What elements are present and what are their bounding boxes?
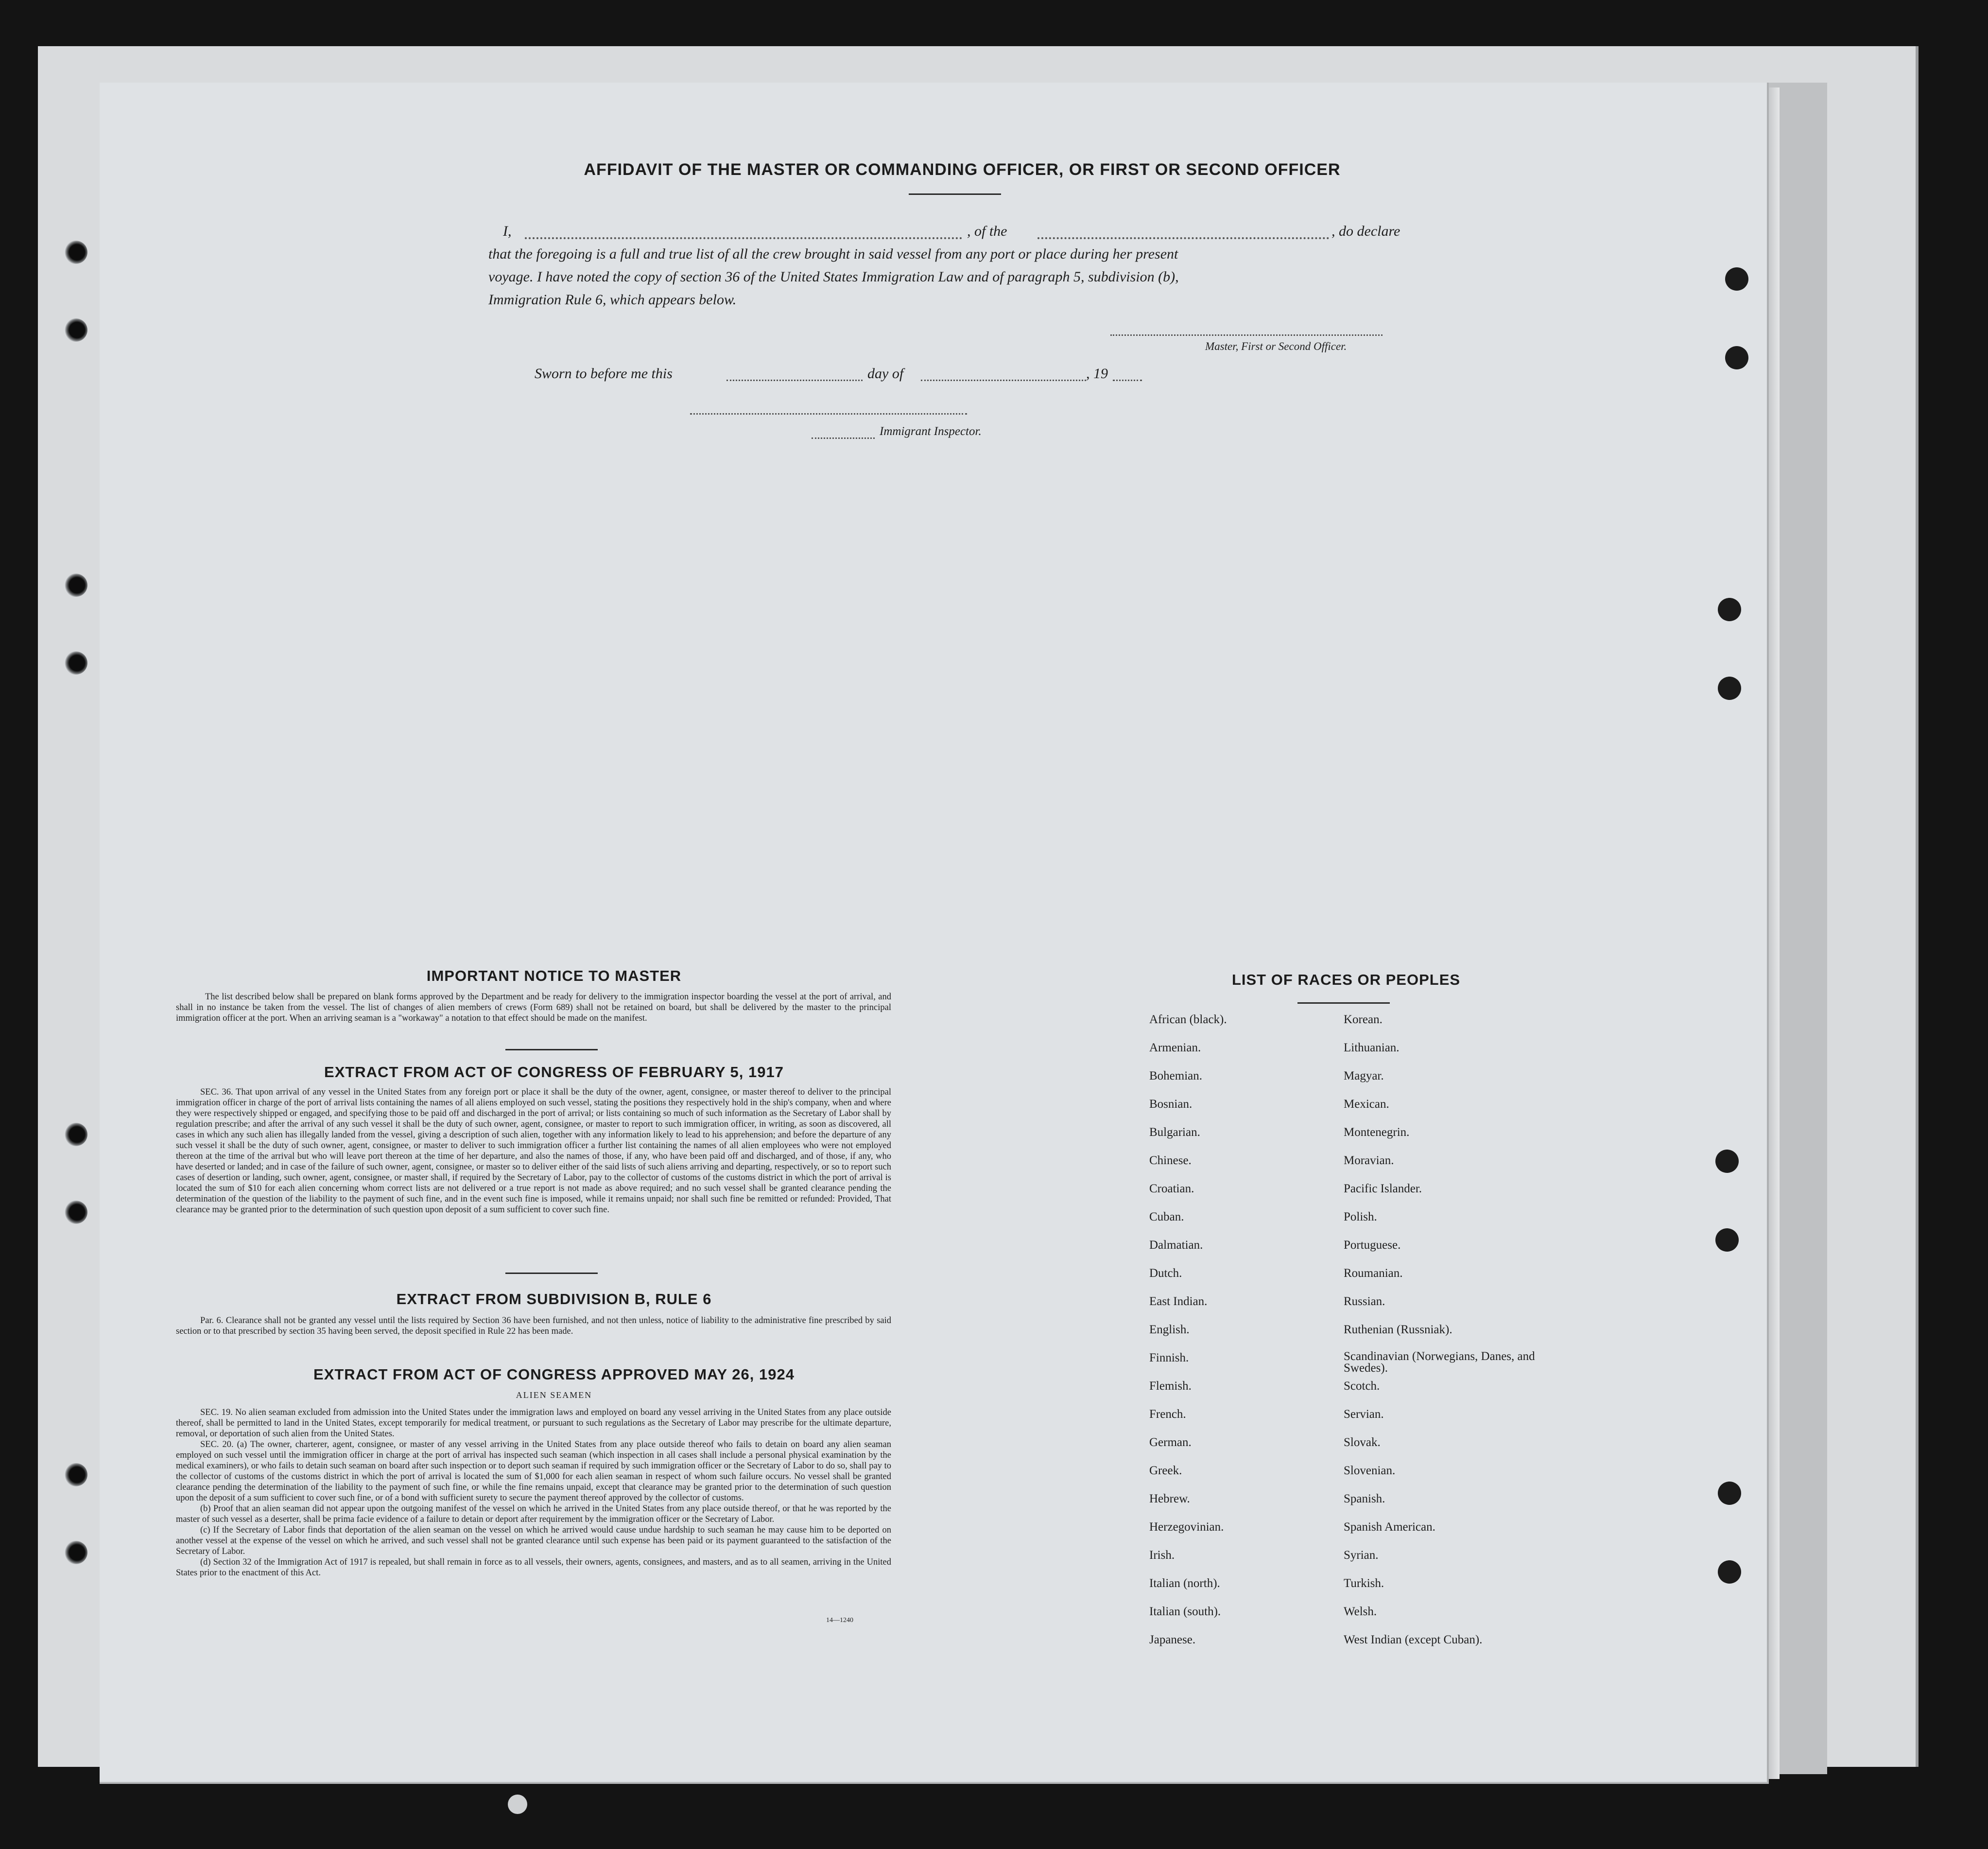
race-item: Bohemian. <box>1149 1069 1203 1082</box>
extract-rule6-title: EXTRACT FROM SUBDIVISION B, RULE 6 <box>396 1291 712 1308</box>
race-item: Roumanian. <box>1344 1267 1403 1280</box>
declaration-line-4: Immigration Rule 6, which appears below. <box>488 292 737 308</box>
sworn-prefix: Sworn to before me this <box>535 366 673 382</box>
day-blank <box>726 380 863 381</box>
race-item: Italian (north). <box>1149 1577 1220 1590</box>
race-item: Scandinavian (Norwegians, Danes, and Swedes). <box>1344 1350 1535 1375</box>
race-item: Slovak. <box>1344 1436 1381 1449</box>
declaration-prefix: I, <box>503 223 512 239</box>
race-item: Korean. <box>1344 1013 1383 1026</box>
race-item: Croatian. <box>1149 1182 1194 1195</box>
binder-hole <box>1725 346 1748 369</box>
sec-20c: (c) If the Secretary of Labor finds that deportation of the alien seaman on the vessel on which he arrived would cause undue hardship to such seaman he may cause him to be deported on another vessel at the expense of the vessel on which he arrived, and such vessel shall not be granted clearance until such expense has been paid or its payment guaranteed to the satisfaction of the Secretary of Labor. <box>176 1525 891 1556</box>
binder-hole <box>1718 598 1741 621</box>
binder-hole <box>1725 267 1748 291</box>
race-item: Russian. <box>1344 1295 1385 1308</box>
race-item: Armenian. <box>1149 1041 1201 1054</box>
race-item: West Indian (except Cuban). <box>1344 1633 1483 1646</box>
extract-1924-body <box>176 1407 891 1578</box>
month-blank <box>921 380 1086 381</box>
extract-1924-title: EXTRACT FROM ACT OF CONGRESS APPROVED MAY 26, 1924 <box>313 1366 795 1383</box>
divider <box>505 1273 598 1274</box>
name-blank <box>525 237 962 239</box>
sec-20a: SEC. 20. (a) The owner, charterer, agent, consignee, or master of any vessel arriving in the United States from any place outside thereof who fails to detain on board any alien seaman employed on such vessel until the immigration officer in charge at the port of arrival has inspected such seaman (which inspection in all cases shall include a personal physical examination by the medical examiners), or who fails to detain such seaman on board after such inspection or to deport such seaman if required by such immigration officer or the Secretary of Labor to do so, shall pay to the collector of customs of the customs district in which the port of arrival is located the sum of $1,000 for each alien seaman in respect of whom such failure occurs. No vessel shall be granted clearance pending the determination of the liability to the payment of such fine, or while the fine remains unpaid, except that clearance may be granted prior to the determination of such question upon the deposit of a sum sufficient to cover such fine, or of a bond with sufficient surety to secure the payment thereof approved by the collector of customs. <box>176 1440 891 1503</box>
year-blank <box>1113 380 1142 381</box>
race-item: Scotch. <box>1344 1379 1380 1393</box>
race-item: Slovenian. <box>1344 1464 1396 1477</box>
notice-title: IMPORTANT NOTICE TO MASTER <box>426 967 682 984</box>
extract-1917-title: EXTRACT FROM ACT OF CONGRESS OF FEBRUARY 5, 1917 <box>324 1064 784 1081</box>
race-item: Lithuanian. <box>1344 1041 1400 1054</box>
signature-blank <box>1110 334 1383 336</box>
inspector-signature-blank <box>690 413 967 415</box>
race-item: German. <box>1149 1436 1192 1449</box>
binder-hole <box>1718 677 1741 700</box>
race-item: Welsh. <box>1344 1605 1377 1618</box>
race-item: Hebrew. <box>1149 1492 1190 1505</box>
races-column-1 <box>1149 1012 1227 1661</box>
sec-20d: (d) Section 32 of the Immigration Act of 1917 is repealed, but shall remain in force as to all vessels, their owners, agents, consignees, and masters, and as to all seamen, arriving in the United States prior to the enactment of this Act. <box>176 1557 891 1578</box>
race-item: Servian. <box>1344 1408 1384 1421</box>
race-item: East Indian. <box>1149 1295 1208 1308</box>
race-item: Portuguese. <box>1344 1238 1401 1252</box>
binder-hole <box>64 241 87 264</box>
extract-1917-body: SEC. 36. That upon arrival of any vessel in the United States from any foreign port or place it shall be the duty of the owner, agent, consignee, or master thereof to deliver to the principal immigration officer in charge of the port of arrival lists containing the names of all aliens employed on such vessel, stating the positions they respectively hold in the ship's company, when and where they were respectively shipped or engaged, and specifying those to be paid off and discharged in the port of arrival; or lists containing so much of such information as the Secretary of Labor shall by regulation prescribe; and after the arrival of any such vessel it shall be the duty of such owner, agent, consignee, or master to report to such immigration officer, in writing, as soon as discovered, all cases in which any such alien has illegally landed from the vessel, giving a description of such alien, together with any information likely to lead to his apprehension; and before the departure of any such vessel it shall be the duty of such owner, agent, consignee, or master to deliver to such immigration officer a further list containing the names of all alien employees who were not employed thereon at the time of the arrival but who will leave port thereon at the time of her departure, and also the names of those, if any, who have been paid off and discharged, and of those, if any, who have deserted or landed; and in case of the failure of such owner, agent, consignee, or master so to deliver either of the said lists of such aliens arriving and departing, respectively, or so to report such cases of desertion or landing, such owner, agent, consignee, or master shall, if required by the Secretary of Labor, pay to the collector of customs of the customs district in which the port of arrival is located the sum of $10 for each alien concerning whom correct lists are not delivered or a true report is not made as above required; and no such vessel shall be granted clearance pending the determination of the question of the liability to the payment of such fine, and in the event such fine is imposed, while it remains unpaid; nor shall such fine be remitted or refunded: Provided, That clearance may be granted prior to the determination of such question upon deposit of a sum sufficient to cover such fine. <box>176 1087 891 1215</box>
race-item: Spanish American. <box>1344 1520 1435 1534</box>
affidavit-title: AFFIDAVIT OF THE MASTER OR COMMANDING OFFICER, OR FIRST OR SECOND OFFICER <box>584 160 1341 179</box>
race-item: Bosnian. <box>1149 1098 1193 1111</box>
binder-hole <box>1715 1150 1739 1173</box>
race-item: Italian (south). <box>1149 1605 1221 1618</box>
race-item: Finnish. <box>1149 1351 1189 1364</box>
race-item: Bulgarian. <box>1149 1126 1200 1139</box>
inspector-blank-short <box>812 437 875 439</box>
race-item: Syrian. <box>1344 1549 1379 1562</box>
race-item: Irish. <box>1149 1549 1175 1562</box>
race-item: Japanese. <box>1149 1633 1196 1646</box>
race-item: Turkish. <box>1344 1577 1384 1590</box>
binder-hole <box>64 1463 87 1486</box>
race-item: Mexican. <box>1344 1098 1389 1111</box>
year-label: , 19 <box>1086 366 1108 382</box>
race-item: Spanish. <box>1344 1492 1385 1505</box>
races-column-2 <box>1344 1012 1548 1661</box>
binder-hole <box>64 1123 87 1146</box>
binder-hole <box>64 574 87 597</box>
divider <box>505 1049 598 1050</box>
of-the-label: , of the <box>967 223 1007 239</box>
races-title: LIST OF RACES OR PEOPLES <box>1231 971 1461 988</box>
do-declare-label: , do declare <box>1331 223 1400 239</box>
binder-hole <box>64 1201 87 1224</box>
sworn-line <box>535 362 1166 386</box>
race-item: Cuban. <box>1149 1210 1184 1223</box>
race-item: Ruthenian (Russniak). <box>1344 1323 1452 1336</box>
day-of-label: day of <box>867 366 904 382</box>
affidavit-declaration <box>488 220 1426 311</box>
punch-mark <box>508 1795 527 1814</box>
race-item: Montenegrin. <box>1344 1126 1410 1139</box>
race-item: Pacific Islander. <box>1344 1182 1422 1195</box>
race-item: Herzegovinian. <box>1149 1520 1224 1534</box>
vessel-blank <box>1037 237 1329 239</box>
race-item: Moravian. <box>1344 1154 1394 1167</box>
declaration-line-3: voyage. I have noted the copy of section 36 of the United States Immigration Law and of paragraph 5, subdivision (b), <box>488 269 1179 285</box>
binder-hole <box>64 318 87 342</box>
extract-rule6-body: Par. 6. Clearance shall not be granted any vessel until the lists required by Section 36 have been furnished, and not then unless, notice of liability to the administrative fine prescribed by said section or to that prescribed by section 35 having been served, the deposit specified in Rule 22 has been made. <box>176 1316 891 1336</box>
race-item: English. <box>1149 1323 1190 1336</box>
race-item: French. <box>1149 1408 1186 1421</box>
form-number: 14—1240 <box>826 1617 853 1624</box>
inspector-label: Immigrant Inspector. <box>880 425 982 438</box>
race-item: Dutch. <box>1149 1267 1182 1280</box>
page-edge <box>1769 87 1780 1779</box>
race-item: African (black). <box>1149 1013 1227 1026</box>
divider <box>1297 1002 1390 1004</box>
declaration-line-2: that the foregoing is a full and true list of all the crew brought in said vessel from any port or place during her present <box>488 246 1178 262</box>
race-item: Flemish. <box>1149 1379 1192 1393</box>
race-item: Greek. <box>1149 1464 1182 1477</box>
divider <box>909 193 1001 195</box>
sec-19: SEC. 19. No alien seaman excluded from admission into the United States under the immigration laws and employed on board any vessel arriving in the United States from any place outside thereof, shall be permitted to land in the United States, except temporarily for medical treatment, or pursuant to such regulations as the Secretary of Labor may prescribe for the ultimate departure, removal, or deportation of such alien from the United States. <box>176 1408 891 1439</box>
notice-body: The list described below shall be prepared on blank forms approved by the Department and be ready for delivery to the immigration inspector boarding the vessel at the port of arrival, and shall in no instance be taken from the vessel. The list of changes of alien members of crews (Form 689) shall not be retained on board, but shall be delivered by the master to the principal immigration officer at the port. When an arriving seaman is a "workaway" a notation to that effect should be made on the manifest. <box>176 992 891 1023</box>
race-item: Magyar. <box>1344 1069 1384 1082</box>
binder-hole <box>64 651 87 675</box>
sec-20b: (b) Proof that an alien seaman did not appear upon the outgoing manifest of the vessel on which he arrived in the United States from any place outside thereof, or that he was reported by the master of such vessel as a deserter, shall be prima facie evidence of a failure to detain or deport after requirement by the immigration officer or the Secretary of Labor. <box>176 1504 891 1524</box>
extract-1924-subtitle: ALIEN SEAMEN <box>516 1390 592 1400</box>
binder-hole <box>1718 1482 1741 1505</box>
binder-hole <box>1715 1228 1739 1252</box>
race-item: Polish. <box>1344 1210 1377 1223</box>
binder-hole <box>64 1541 87 1564</box>
race-item: Chinese. <box>1149 1154 1192 1167</box>
race-item: Dalmatian. <box>1149 1238 1203 1252</box>
binder-hole <box>1718 1560 1741 1584</box>
signature-label: Master, First or Second Officer. <box>1205 340 1347 352</box>
